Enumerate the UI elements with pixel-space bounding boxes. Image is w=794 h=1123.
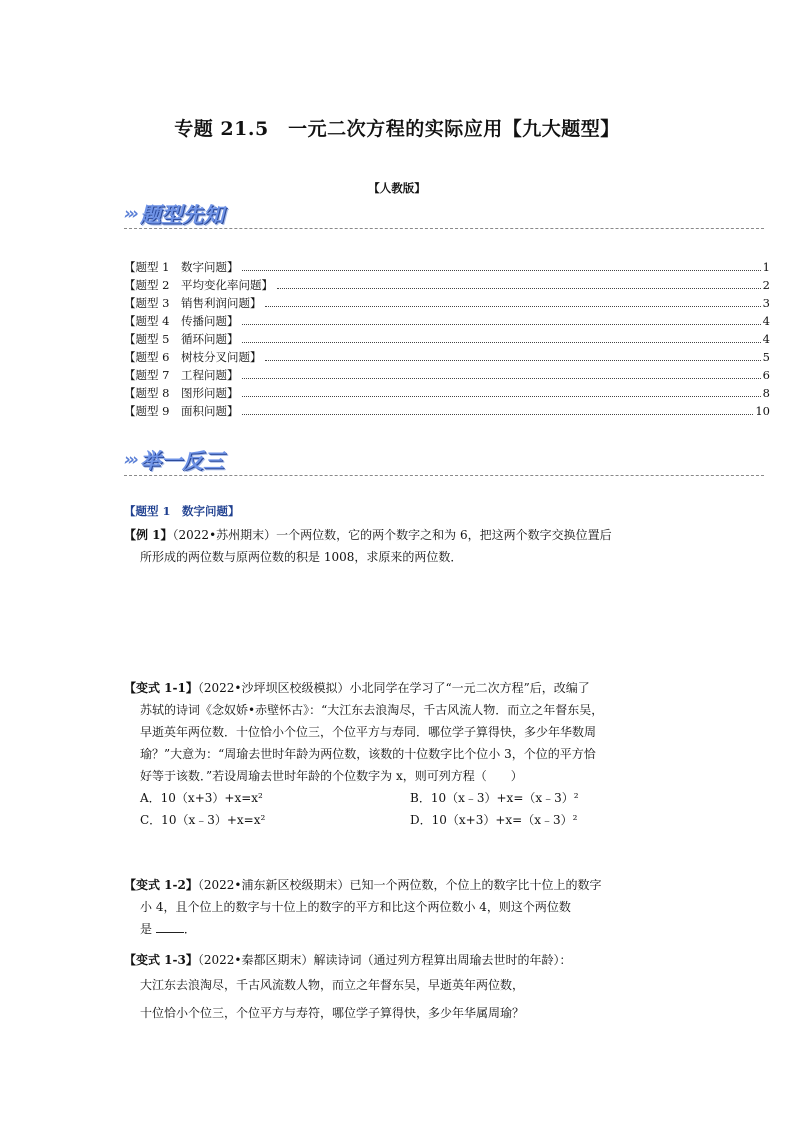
banner-preview (124, 199, 224, 229)
option-a[interactable]: A．10（x+3）+x=x² (140, 791, 263, 805)
variant-1-2: 【变式 1-2】（2022•浦东新区校级期末）已知一个两位数，个位上的数字比十位上的数字 小 4，且个位上的数字与十位上的数字的平方和比这个两位数小 4，则这个两位数 是 ． (124, 878, 602, 936)
toc-item[interactable]: 【题型 4 传播问题】 4 (124, 314, 770, 328)
option-d[interactable]: D．10（x+3）+x=（x﹣3）² (410, 813, 578, 827)
banner-practice (124, 445, 224, 475)
option-b[interactable]: B．10（x﹣3）+x=（x﹣3）² (410, 791, 579, 805)
toc-item[interactable]: 【题型 9 面积问题】 10 (124, 404, 770, 418)
banner-preview-text: 题型先知 (140, 203, 225, 227)
banner-practice-text: 举一反三 (140, 449, 225, 473)
toc-item[interactable]: 【题型 1 数字问题】 1 (124, 260, 770, 274)
edition-label: 【人教版】 (368, 181, 426, 195)
options-row (124, 809, 684, 831)
chevron-arrows-icon: ››› (124, 204, 137, 224)
chevron-arrows-icon: ››› (124, 450, 137, 470)
option-c[interactable]: C．10（x﹣3）+x=x² (140, 813, 266, 827)
section-heading: 【题型 1 数字问题】 (124, 504, 240, 518)
toc-item[interactable]: 【题型 3 销售利润问题】 3 (124, 296, 770, 310)
toc-item[interactable]: 【题型 6 树枝分叉问题】 5 (124, 350, 770, 364)
divider (124, 475, 764, 476)
variant-1-3: 【变式 1-3】（2022•秦都区期末）解读诗词（通过列方程算出周瑜去世时的年龄）： 大江东去浪淘尽，千古风流数人物，而立之年督东吴，早逝英年两位数， 十位恰小个位三，个位平方与寿符，哪位学子算得快，多少年华属周瑜？ (124, 953, 572, 1020)
toc-item[interactable]: 【题型 5 循环问题】 4 (124, 332, 770, 346)
toc-item[interactable]: 【题型 7 工程问题】 6 (124, 368, 770, 382)
toc-item[interactable]: 【题型 8 图形问题】 8 (124, 386, 770, 400)
example-1: 【例 1】（2022•苏州期末）一个两位数，它的两个数字之和为 6，把这两个数字交换位置后 所形成的两位数与原两位数的积是 1008，求原来的两位数． (124, 528, 612, 564)
options-row (124, 787, 684, 809)
variant-tag: 【变式 1-1】 (124, 681, 198, 695)
variant-tag: 【变式 1-2】 (124, 878, 198, 892)
variant-tag: 【变式 1-3】 (124, 953, 198, 967)
example-tag: 【例 1】 (124, 528, 173, 542)
variant-1-1: 【变式 1-1】（2022•沙坪坝区校级模拟）小北同学在学习了“一元二次方程”后，改编了 苏轼的诗词《念奴娇•赤壁怀古》：“大江东去浪淘尽，千古风流人物．而立之年督东吴， 早逝英年两位数．十位恰小个位三，个位平方与寿同．哪位学子算得快，多少年华数周 瑜？”大意为：“周瑜去世时年龄为两位数，该数的十位数字比个位小 3，个位的平方恰 好等于该数．”若设周瑜去世时年龄的个位数字为 x，则可列方程（ ） A．10（x+3）+x=x² B．10（x﹣3）+x=（x﹣3）² C．10（x﹣3）+x=x² D．10（x+3）+x=（x﹣3）² (124, 677, 684, 831)
toc-item[interactable]: 【题型 2 平均变化率问题】 2 (124, 278, 770, 292)
answer-blank[interactable] (156, 920, 184, 933)
divider (124, 228, 764, 229)
page-title: 专题 21.5 一元二次方程的实际应用【九大题型】 (174, 118, 620, 140)
table-of-contents (124, 258, 770, 420)
